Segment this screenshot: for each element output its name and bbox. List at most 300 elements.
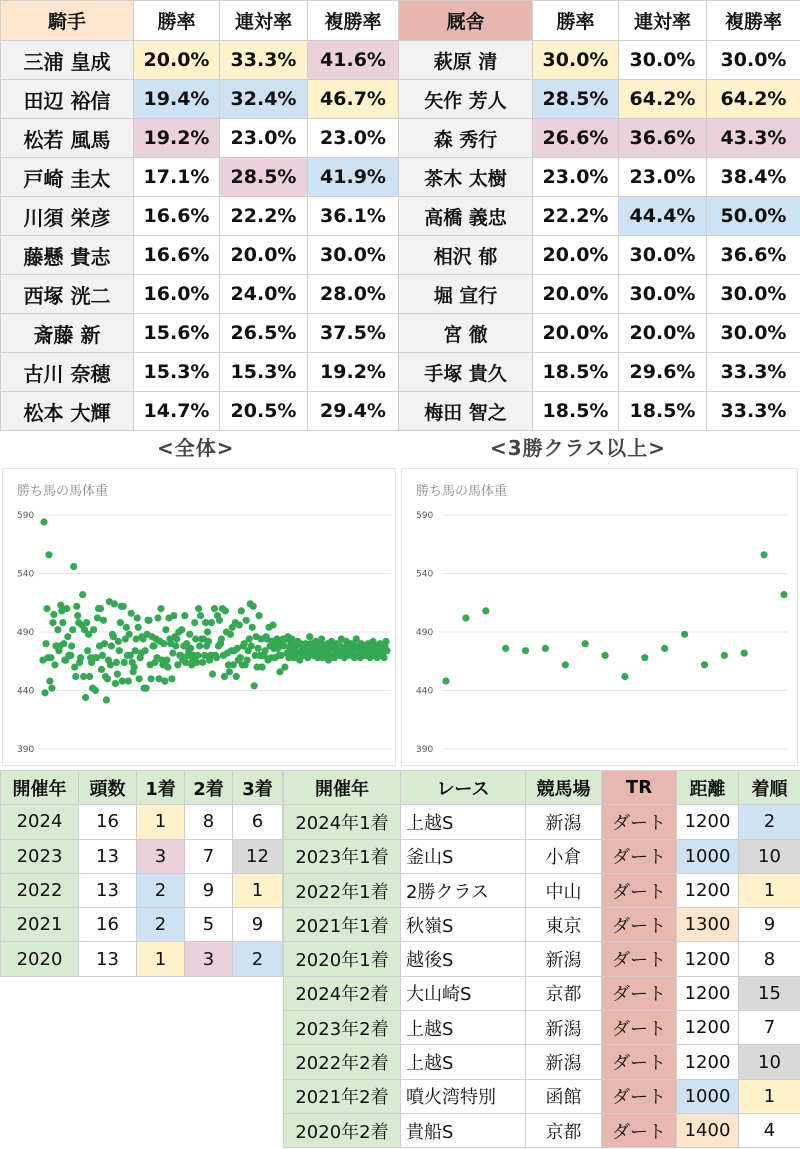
finish-cell: 4	[739, 1113, 800, 1147]
jockey-show-rate: 19.2%	[308, 353, 399, 392]
data-point	[681, 631, 688, 638]
trainer-quinella-rate: 36.6%	[619, 119, 707, 158]
jockey-quinella-rate: 20.0%	[220, 236, 308, 275]
data-point	[59, 619, 66, 626]
y-tick-label: 440	[17, 686, 35, 697]
data-point	[249, 624, 256, 631]
racecourse-cell: 新潟	[526, 1011, 602, 1045]
data-point	[143, 685, 150, 692]
data-point	[256, 612, 263, 619]
y-tick-label: 540	[416, 569, 434, 580]
data-point	[98, 666, 105, 673]
previous-race-table	[283, 770, 800, 1148]
data-point	[194, 652, 201, 659]
data-point	[92, 687, 99, 694]
data-point	[197, 612, 204, 619]
trainer-show-rate: 64.2%	[707, 80, 800, 119]
data-point	[380, 654, 387, 661]
data-point	[41, 689, 48, 696]
trainer-show-rate: 30.0%	[707, 275, 800, 314]
jockey-show-rate: 46.7%	[308, 80, 399, 119]
data-point	[226, 668, 233, 675]
trainer-win-rate: 22.2%	[533, 197, 619, 236]
data-point	[237, 654, 244, 661]
trainer-quinella-rate: 44.4%	[619, 197, 707, 236]
placings-row	[1, 805, 283, 839]
stats-row	[1, 314, 800, 353]
runners-cell: 13	[79, 873, 137, 907]
data-point	[382, 638, 389, 645]
trainer-show-rate: 43.3%	[707, 119, 800, 158]
header-distance: 距離	[677, 771, 739, 805]
data-point	[661, 645, 668, 652]
data-point	[162, 626, 169, 633]
header-show-rate: 複勝率	[308, 1, 399, 41]
trainer-win-rate: 28.5%	[533, 80, 619, 119]
data-point	[204, 628, 211, 635]
trainer-show-rate: 33.3%	[707, 353, 800, 392]
stats-row	[1, 236, 800, 275]
data-point	[117, 619, 124, 626]
data-point	[70, 563, 77, 570]
jockey-quinella-rate: 20.5%	[220, 392, 308, 431]
trainer-quinella-rate: 64.2%	[619, 80, 707, 119]
race-row	[284, 1011, 800, 1045]
jockey-show-rate: 29.4%	[308, 392, 399, 431]
track-cell: ダート	[602, 805, 677, 839]
race-header-row	[284, 771, 800, 805]
third-cell: 2	[233, 942, 283, 976]
year-cell: 2024年1着	[284, 805, 401, 839]
data-point	[602, 652, 609, 659]
data-point	[216, 617, 223, 624]
jockey-quinella-rate: 33.3%	[220, 41, 308, 80]
jockey-quinella-rate: 23.0%	[220, 119, 308, 158]
trainer-quinella-rate: 23.0%	[619, 158, 707, 197]
race-name-cell: 上越S	[401, 1011, 526, 1045]
data-point	[482, 607, 489, 614]
finish-cell: 1	[739, 873, 800, 907]
data-point	[172, 642, 179, 649]
race-row	[284, 839, 800, 873]
year-cell: 2020年1着	[284, 942, 401, 976]
data-point	[157, 605, 164, 612]
weight-chart-all	[2, 468, 396, 766]
data-point	[128, 610, 135, 617]
year-cell: 2020年2着	[284, 1113, 401, 1147]
track-cell: ダート	[602, 1079, 677, 1113]
trainer-win-rate: 20.0%	[533, 275, 619, 314]
jockey-win-rate: 17.1%	[134, 158, 220, 197]
race-row	[284, 942, 800, 976]
data-point	[83, 619, 90, 626]
jockey-quinella-rate: 24.0%	[220, 275, 308, 314]
data-point	[68, 642, 75, 649]
trainer-win-rate: 18.5%	[533, 392, 619, 431]
racecourse-cell: 小倉	[526, 839, 602, 873]
data-point	[46, 678, 53, 685]
data-point	[761, 551, 768, 558]
race-row	[284, 976, 800, 1010]
second-cell: 8	[185, 805, 233, 839]
year-cell: 2023年2着	[284, 1011, 401, 1045]
year-cell: 2023年1着	[284, 839, 401, 873]
data-point	[73, 603, 80, 610]
track-cell: ダート	[602, 839, 677, 873]
data-point	[100, 617, 107, 624]
track-cell: ダート	[602, 1113, 677, 1147]
first-cell: 2	[137, 873, 185, 907]
data-point	[104, 675, 111, 682]
second-cell: 7	[185, 839, 233, 873]
distance-cell: 1200	[677, 1045, 739, 1079]
year-cell: 2020	[1, 942, 79, 976]
data-point	[213, 654, 220, 661]
runners-cell: 16	[79, 908, 137, 942]
trainer-quinella-rate: 30.0%	[619, 275, 707, 314]
header-quinella-rate: 連対率	[619, 1, 707, 41]
trainer-show-rate: 30.0%	[707, 41, 800, 80]
finish-cell: 8	[739, 942, 800, 976]
distance-cell: 1000	[677, 839, 739, 873]
year-cell: 2022年1着	[284, 873, 401, 907]
header-3rd: 3着	[233, 771, 283, 805]
distance-cell: 1000	[677, 1079, 739, 1113]
year-cell: 2022年2着	[284, 1045, 401, 1079]
weight-chart-3win	[401, 468, 798, 766]
header-trainer: 厩舎	[399, 1, 533, 41]
data-point	[196, 642, 203, 649]
data-point	[780, 591, 787, 598]
data-point	[218, 635, 225, 642]
distance-cell: 1200	[677, 1011, 739, 1045]
data-point	[123, 624, 130, 631]
trainer-show-rate: 30.0%	[707, 314, 800, 353]
data-point	[741, 650, 748, 657]
jockey-win-rate: 14.7%	[134, 392, 220, 431]
weight-scatter-3win	[402, 469, 797, 765]
header-quinella-rate: 連対率	[220, 1, 308, 41]
data-point	[208, 619, 215, 626]
racecourse-cell: 新潟	[526, 942, 602, 976]
racecourse-cell: 函館	[526, 1079, 602, 1113]
data-point	[462, 614, 469, 621]
data-point	[120, 603, 127, 610]
data-point	[111, 600, 118, 607]
trainer-name: 萩原 清	[399, 41, 533, 80]
year-cell: 2021年1着	[284, 908, 401, 942]
data-point	[701, 661, 708, 668]
data-point	[248, 642, 255, 649]
y-tick-label: 390	[17, 745, 35, 755]
finish-cell: 1	[739, 1079, 800, 1113]
third-cell: 1	[233, 873, 283, 907]
racecourse-cell: 新潟	[526, 1045, 602, 1079]
header-win-rate: 勝率	[533, 1, 619, 41]
header-year: 開催年	[284, 771, 401, 805]
distance-cell: 1200	[677, 873, 739, 907]
data-point	[50, 611, 57, 618]
data-point	[86, 673, 93, 680]
jockey-name: 藤懸 貴志	[1, 236, 134, 275]
data-point	[77, 654, 84, 661]
track-cell: ダート	[602, 942, 677, 976]
data-point	[238, 607, 245, 614]
jockey-win-rate: 19.2%	[134, 119, 220, 158]
jockey-name: 戸崎 圭太	[1, 158, 134, 197]
stats-row	[1, 119, 800, 158]
race-row	[284, 1079, 800, 1113]
jockey-win-rate: 19.4%	[134, 80, 220, 119]
data-point	[191, 619, 198, 626]
second-cell: 9	[185, 873, 233, 907]
jockey-name: 三浦 皇成	[1, 41, 134, 80]
trainer-name: 茶木 太樹	[399, 158, 533, 197]
data-point	[243, 617, 250, 624]
data-point	[136, 675, 143, 682]
trainer-show-rate: 38.4%	[707, 158, 800, 197]
y-tick-label: 440	[416, 686, 434, 697]
data-point	[60, 640, 67, 647]
track-cell: ダート	[602, 908, 677, 942]
y-tick-label: 540	[17, 569, 35, 580]
trainer-name: 宮 徹	[399, 314, 533, 353]
jockey-quinella-rate: 26.5%	[220, 314, 308, 353]
race-name-cell: 上越S	[401, 1045, 526, 1079]
data-point	[45, 551, 52, 558]
trainer-win-rate: 18.5%	[533, 353, 619, 392]
trainer-name: 矢作 芳人	[399, 80, 533, 119]
runners-cell: 16	[79, 805, 137, 839]
jockey-win-rate: 16.6%	[134, 236, 220, 275]
trainer-name: 梅田 智之	[399, 392, 533, 431]
race-row	[284, 805, 800, 839]
data-point	[306, 633, 313, 640]
data-point	[251, 682, 258, 689]
stats-row	[1, 80, 800, 119]
racecourse-cell: 京都	[526, 976, 602, 1010]
data-point	[47, 654, 54, 661]
jockey-win-rate: 15.3%	[134, 353, 220, 392]
first-cell: 2	[137, 908, 185, 942]
data-point	[721, 652, 728, 659]
third-cell: 12	[233, 839, 283, 873]
header-jockey: 騎手	[1, 1, 134, 41]
year-cell: 2021	[1, 908, 79, 942]
trainer-name: 相沢 郁	[399, 236, 533, 275]
data-point	[43, 605, 50, 612]
race-name-cell: 2勝クラス	[401, 873, 526, 907]
data-point	[161, 678, 168, 685]
year-cell: 2023	[1, 839, 79, 873]
data-point	[522, 647, 529, 654]
trainer-win-rate: 20.0%	[533, 236, 619, 275]
data-point	[236, 621, 243, 628]
runners-cell: 13	[79, 942, 137, 976]
finish-cell: 15	[739, 976, 800, 1010]
y-tick-label: 390	[416, 745, 434, 755]
data-point	[173, 635, 180, 642]
placings-row	[1, 942, 283, 976]
runners-cell: 13	[79, 839, 137, 873]
data-point	[442, 678, 449, 685]
stats-row	[1, 41, 800, 80]
racecourse-cell: 京都	[526, 1113, 602, 1147]
data-point	[97, 605, 104, 612]
distance-cell: 1200	[677, 942, 739, 976]
trainer-quinella-rate: 20.0%	[619, 314, 707, 353]
data-point	[621, 673, 628, 680]
data-point	[125, 678, 132, 685]
jockey-name: 古川 奈穂	[1, 353, 134, 392]
stats-row	[1, 353, 800, 392]
header-win-rate: 勝率	[134, 1, 220, 41]
data-point	[148, 675, 155, 682]
year-cell: 2024	[1, 805, 79, 839]
jockey-quinella-rate: 15.3%	[220, 353, 308, 392]
data-point	[318, 635, 325, 642]
year-cell: 2021年2着	[284, 1079, 401, 1113]
data-point	[383, 647, 390, 654]
data-point	[150, 642, 157, 649]
second-cell: 5	[185, 908, 233, 942]
data-point	[199, 659, 206, 666]
distance-cell: 1400	[677, 1113, 739, 1147]
race-name-cell: 釜山S	[401, 839, 526, 873]
finish-cell: 9	[739, 908, 800, 942]
data-point	[168, 675, 175, 682]
data-point	[209, 671, 216, 678]
placings-header-row	[1, 771, 283, 805]
data-point	[114, 671, 121, 678]
data-point	[246, 635, 253, 642]
jockey-trainer-stats-table	[0, 0, 800, 431]
weight-scatter-all	[3, 469, 395, 765]
jockey-name: 川須 栄彦	[1, 197, 134, 236]
jockey-name: 松若 風馬	[1, 119, 134, 158]
track-cell: ダート	[602, 976, 677, 1010]
data-point	[154, 614, 161, 621]
data-point	[255, 645, 262, 652]
placings-row	[1, 908, 283, 942]
data-point	[163, 657, 170, 664]
data-point	[108, 642, 115, 649]
stats-row	[1, 392, 800, 431]
trainer-win-rate: 26.6%	[533, 119, 619, 158]
trainer-win-rate: 20.0%	[533, 314, 619, 353]
stats-header-row	[1, 1, 800, 41]
jockey-show-rate: 23.0%	[308, 119, 399, 158]
data-point	[186, 631, 193, 638]
y-tick-label: 590	[416, 511, 434, 521]
jockey-show-rate: 30.0%	[308, 236, 399, 275]
jockey-name: 西塚 洸二	[1, 275, 134, 314]
data-point	[170, 612, 177, 619]
jockey-name: 松本 大輝	[1, 392, 134, 431]
data-point	[131, 664, 138, 671]
data-point	[244, 657, 251, 664]
data-point	[181, 612, 188, 619]
year-cell: 2022	[1, 873, 79, 907]
trainer-name: 堀 宣行	[399, 275, 533, 314]
stats-row	[1, 275, 800, 314]
racecourse-cell: 新潟	[526, 805, 602, 839]
data-point	[84, 647, 91, 654]
header-race: レース	[401, 771, 526, 805]
data-point	[90, 626, 97, 633]
data-point	[227, 631, 234, 638]
trainer-quinella-rate: 29.6%	[619, 353, 707, 392]
header-1st: 1着	[137, 771, 185, 805]
finish-cell: 7	[739, 1011, 800, 1045]
data-point	[40, 518, 47, 525]
third-cell: 6	[233, 805, 283, 839]
race-name-cell: 大山崎S	[401, 976, 526, 1010]
distance-cell: 1200	[677, 805, 739, 839]
data-point	[63, 605, 70, 612]
third-cell: 9	[233, 908, 283, 942]
caption-3win-class: <3勝クラス以上>	[490, 436, 666, 460]
track-cell: ダート	[602, 873, 677, 907]
data-point	[187, 645, 194, 652]
data-point	[48, 685, 55, 692]
data-point	[135, 624, 142, 631]
trainer-win-rate: 23.0%	[533, 158, 619, 197]
data-point	[67, 652, 74, 659]
data-point	[49, 619, 56, 626]
data-point	[51, 661, 58, 668]
data-point	[103, 696, 110, 703]
jockey-quinella-rate: 32.4%	[220, 80, 308, 119]
race-name-cell: 上越S	[401, 805, 526, 839]
y-tick-label: 490	[416, 628, 434, 638]
race-row	[284, 873, 800, 907]
data-point	[142, 647, 149, 654]
jockey-show-rate: 41.6%	[308, 41, 399, 80]
data-point	[69, 626, 76, 633]
header-show-rate: 複勝率	[707, 1, 800, 41]
first-cell: 1	[137, 805, 185, 839]
distance-cell: 1300	[677, 908, 739, 942]
data-point	[211, 605, 218, 612]
data-point	[99, 652, 106, 659]
data-point	[74, 612, 81, 619]
data-point	[542, 645, 549, 652]
race-name-cell: 秋嶺S	[401, 908, 526, 942]
data-point	[269, 621, 276, 628]
data-point	[222, 607, 229, 614]
race-name-cell: 貴船S	[401, 1113, 526, 1147]
distance-cell: 1200	[677, 976, 739, 1010]
data-point	[72, 673, 79, 680]
race-name-cell: 噴火湾特別	[401, 1079, 526, 1113]
jockey-win-rate: 16.6%	[134, 197, 220, 236]
jockey-win-rate: 15.6%	[134, 314, 220, 353]
data-point	[82, 694, 89, 701]
jockey-quinella-rate: 28.5%	[220, 158, 308, 197]
first-cell: 1	[137, 942, 185, 976]
track-cell: ダート	[602, 1011, 677, 1045]
data-point	[101, 640, 108, 647]
race-row	[284, 908, 800, 942]
placings-row	[1, 873, 283, 907]
header-year: 開催年	[1, 771, 79, 805]
data-point	[79, 591, 86, 598]
data-point	[205, 638, 212, 645]
data-point	[126, 631, 133, 638]
data-point	[42, 640, 49, 647]
second-cell: 3	[185, 942, 233, 976]
